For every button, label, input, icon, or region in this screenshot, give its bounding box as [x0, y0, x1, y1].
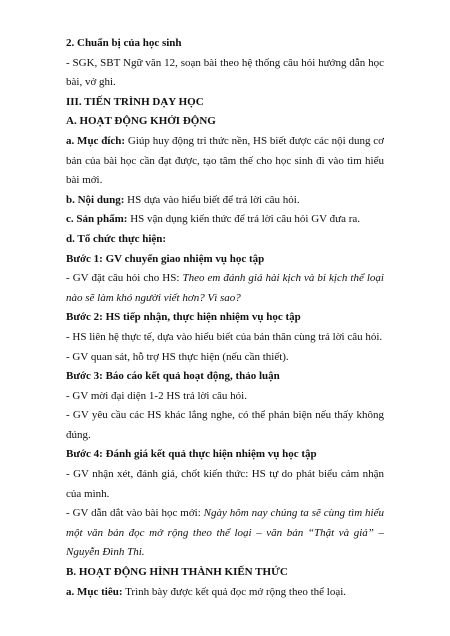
section-heading-warmup-activity: A. HOẠT ĐỘNG KHỞI ĐỘNG [66, 115, 216, 128]
section-heading-student-prep: 2. Chuẩn bị của học sinh [66, 37, 182, 49]
purpose-text: Giúp huy động tri thức nền, HS biết được các nội dung cơ bản của bài học cần đạt được, tạo tâm thế cho học sinh đi vào tìm hiểu bài mới. [66, 134, 384, 187]
lead-in-text: - GV dẫn dắt vào bài học mới: [66, 507, 204, 520]
objective-text: Trình bày được kết quả đọc mở rộng theo thể loại. [122, 585, 347, 598]
paragraph-student-materials: - SGK, SBT Ngữ văn 12, soạn bài theo hệ thống câu hỏi hướng dẫn học bài, vở ghi. [66, 56, 384, 89]
product-text: HS vận dụng kiến thức để trả lời câu hỏi GV đưa ra. [127, 213, 361, 226]
paragraph-lead-in [66, 504, 384, 563]
paragraph-purpose [66, 132, 384, 191]
step-1-heading: Bước 1: GV chuyển giao nhiệm vụ học tập [66, 252, 265, 265]
content-label: b. Nội dung: [66, 193, 125, 206]
paragraph-others-listen: - GV yêu cầu các HS khác lắng nghe, có thể phản biện nếu thấy không đúng. [66, 409, 384, 441]
teacher-question-italic: Theo em đánh giá hài kịch và bi kịch thể loại nào sẽ làm khó người viết hơn? Vì sao? [66, 272, 384, 304]
heading-implementation: d. Tổ chức thực hiện: [66, 232, 167, 245]
paragraph-objective [66, 583, 384, 603]
purpose-label: a. Mục đích: [66, 134, 126, 147]
paragraph-students-relate: - HS liên hệ thực tế, dựa vào hiểu biết của bản thân cùng trả lời câu hỏi. [66, 330, 383, 343]
paragraph-teacher-question [66, 269, 384, 308]
paragraph-product [66, 210, 384, 230]
section-heading-knowledge-activity: B. HOẠT ĐỘNG HÌNH THÀNH KIẾN THỨC [66, 566, 288, 579]
section-heading-teaching-process: III. TIẾN TRÌNH DẠY HỌC [66, 95, 204, 108]
teacher-question-lead: - GV đặt câu hỏi cho HS: [66, 272, 183, 285]
lead-in-italic: Ngày hôm nay chúng ta sẽ cùng tìm hiểu một văn bản đọc mở rộng theo thể loại – văn bản “Thật và giả” – Nguyễn Đình Thi. [66, 507, 384, 559]
paragraph-teacher-observe: - GV quan sát, hỗ trợ HS thực hiện (nếu cần thiết). [66, 350, 289, 363]
product-label: c. Sản phẩm: [66, 213, 128, 226]
step-4-heading: Bước 4: Đánh giá kết quả thực hiện nhiệm vụ học tập [66, 448, 317, 461]
objective-label: a. Mục tiêu: [66, 585, 123, 598]
step-2-heading: Bước 2: HS tiếp nhận, thực hiện nhiệm vụ học tập [66, 311, 301, 324]
document-body [66, 34, 384, 602]
paragraph-invite-students: - GV mời đại diện 1-2 HS trả lời câu hỏi. [66, 389, 247, 402]
content-text: HS dựa vào hiểu biết để trả lời câu hỏi. [124, 193, 300, 206]
paragraph-content [66, 191, 384, 211]
paragraph-teacher-feedback: - GV nhận xét, đánh giá, chốt kiến thức: HS tự do phát biểu cảm nhận của mình. [66, 468, 384, 500]
step-3-heading: Bước 3: Báo cáo kết quả hoạt động, thảo luận [66, 370, 280, 383]
